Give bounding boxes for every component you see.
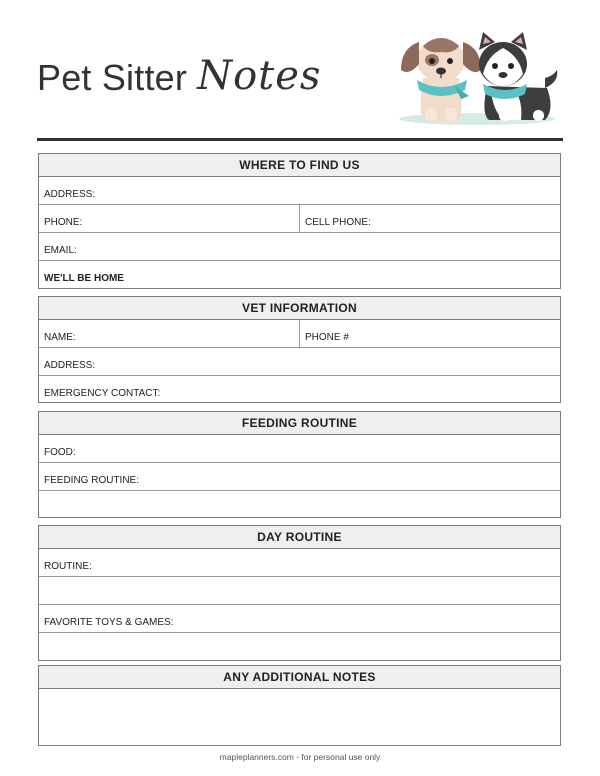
- feeding-routine-row: [39, 463, 560, 491]
- cell-phone-field[interactable]: CELL PHONE:: [305, 217, 371, 228]
- home-field[interactable]: WE'LL BE HOME: [44, 273, 124, 284]
- blank-row: [39, 577, 560, 605]
- section-heading: DAY ROUTINE: [39, 526, 560, 549]
- section-vet-information: [38, 296, 561, 403]
- routine-row: [39, 549, 560, 577]
- notes-area[interactable]: [39, 689, 560, 746]
- footer-text: mapleplanners.com - for personal use only: [219, 752, 381, 762]
- feeding-routine-field[interactable]: FEEDING ROUTINE:: [44, 475, 140, 486]
- blank-field[interactable]: [39, 491, 560, 519]
- toys-row: [39, 605, 560, 633]
- pets-illustration: [395, 26, 560, 126]
- section-additional-notes: [38, 665, 561, 746]
- section-where-to-find-us: [38, 153, 561, 289]
- section-heading: FEEDING ROUTINE: [39, 412, 560, 435]
- email-field[interactable]: EMAIL:: [44, 245, 77, 256]
- puppy-icon: [401, 38, 481, 121]
- emergency-row: [39, 376, 560, 404]
- blank-row: [39, 491, 560, 519]
- food-row: [39, 435, 560, 463]
- section-heading: WHERE TO FIND US: [39, 154, 560, 177]
- title-main: Pet Sitter: [37, 57, 188, 98]
- phone-row: [39, 205, 560, 233]
- title-script: Notes: [197, 53, 322, 99]
- vet-address-row: [39, 348, 560, 376]
- food-field[interactable]: FOOD:: [44, 447, 76, 458]
- section-heading: ANY ADDITIONAL NOTES: [39, 666, 560, 689]
- vet-name-row: [39, 320, 560, 348]
- husky-icon: [479, 32, 557, 121]
- email-row: [39, 233, 560, 261]
- page-title: [37, 46, 322, 99]
- emergency-contact-field[interactable]: EMERGENCY CONTACT:: [44, 388, 161, 399]
- phone-field[interactable]: PHONE:: [39, 205, 300, 232]
- address-field[interactable]: ADDRESS:: [44, 189, 96, 200]
- section-day-routine: [38, 525, 561, 661]
- title-divider: [37, 138, 563, 141]
- section-feeding-routine: [38, 411, 561, 518]
- blank-field[interactable]: [39, 577, 560, 604]
- home-row: [39, 261, 560, 289]
- blank-row: [39, 633, 560, 661]
- address-row: [39, 177, 560, 205]
- section-heading: VET INFORMATION: [39, 297, 560, 320]
- toys-games-field[interactable]: FAVORITE TOYS & GAMES:: [44, 617, 174, 628]
- routine-field[interactable]: ROUTINE:: [44, 561, 92, 572]
- vet-phone-field[interactable]: PHONE #: [305, 332, 349, 343]
- vet-address-field[interactable]: ADDRESS:: [44, 360, 96, 371]
- vet-name-field[interactable]: NAME:: [39, 320, 300, 347]
- blank-field[interactable]: [39, 633, 560, 661]
